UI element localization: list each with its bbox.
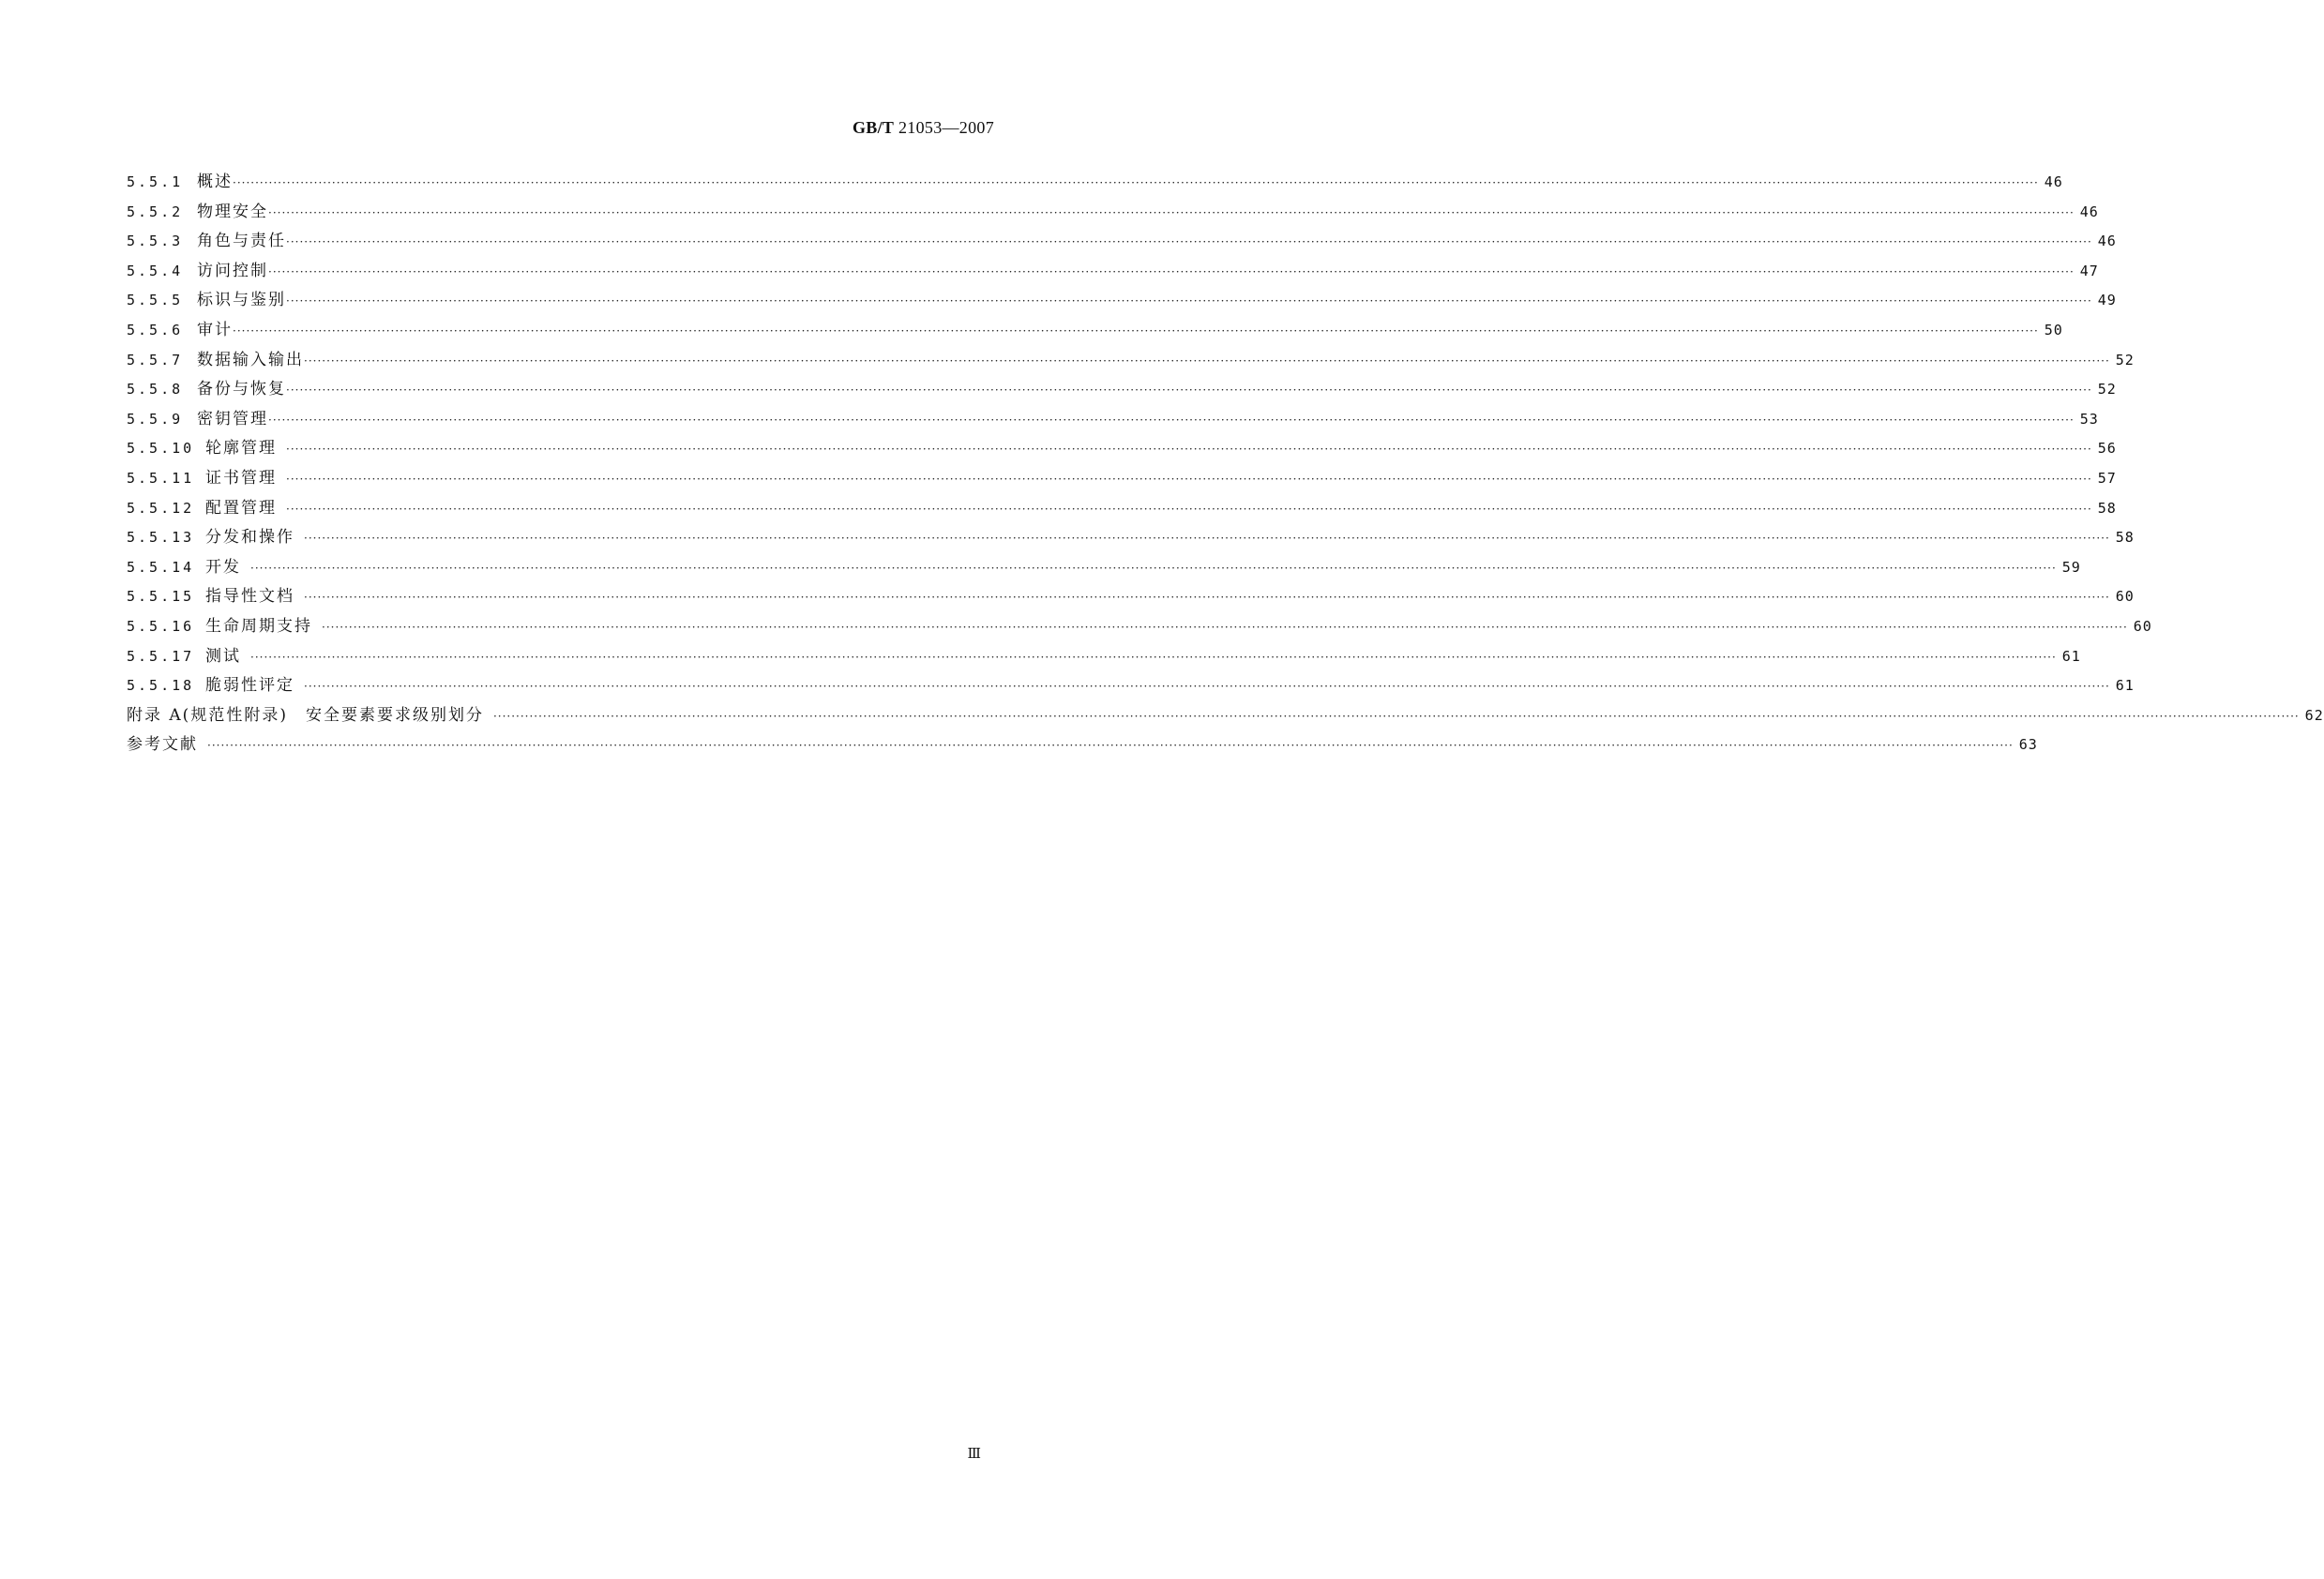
toc-entry-page: 52 <box>2115 351 2135 368</box>
toc-entry[interactable] <box>127 198 2099 228</box>
toc-entry-number: 5.5.9 <box>127 410 184 428</box>
toc-leader-dots: ················································································································································································································································································································································································································ <box>233 176 2039 189</box>
toc-entry-number: 5.5.15 <box>127 588 195 606</box>
toc-leader-dots: ················································································································································································································································································································································································································ <box>286 235 2092 249</box>
toc-entry-page: 58 <box>2115 529 2135 547</box>
toc-entry-title: 测试 <box>205 646 241 666</box>
toc-leader-dots: ················································································································································································································································································································································································································ <box>304 591 2110 605</box>
toc-entry-page: 56 <box>2097 440 2117 458</box>
toc-entry-title: 角色与责任 <box>197 232 286 251</box>
toc-leader-dots: ················································································································································································································································································································································································································ <box>286 502 2092 516</box>
toc-entry[interactable] <box>127 227 2117 257</box>
standard-code <box>853 118 994 138</box>
toc-entry-title: 备份与恢复 <box>197 380 286 399</box>
toc-leader-dots: ················································································································································································································································································································································································································ <box>250 650 2057 664</box>
toc-entry-number: 5.5.13 <box>127 529 195 547</box>
toc-entry-number: 5.5.4 <box>127 262 184 279</box>
toc-entry-page: 50 <box>2044 321 2063 338</box>
toc-entry-title: 标识与鉴别 <box>197 291 286 310</box>
toc-entry-page: 46 <box>2097 233 2117 250</box>
toc-entry-title: 证书管理 <box>205 468 277 488</box>
toc-entry[interactable] <box>127 464 2117 494</box>
toc-entry-number: 5.5.10 <box>127 440 195 458</box>
toc-entry-page: 63 <box>2018 736 2038 754</box>
toc-entry-number: 5.5.16 <box>127 617 195 635</box>
toc-entry[interactable] <box>127 257 2099 287</box>
toc-entry-title: 参考文献 <box>127 735 198 755</box>
toc-entry[interactable] <box>127 701 2324 731</box>
toc-entry[interactable] <box>127 346 2135 376</box>
page-number: Ⅲ <box>967 1447 981 1462</box>
toc-entry-title: 概述 <box>197 173 233 191</box>
toc-entry-number: 5.5.7 <box>127 351 184 368</box>
toc-entry-page: 61 <box>2115 677 2135 695</box>
toc-leader-dots: ················································································································································································································································································································································································································ <box>304 532 2110 546</box>
toc-entry-page: 62 <box>2304 706 2324 724</box>
toc-entry-number: 5.5.2 <box>127 203 184 220</box>
toc-entry[interactable] <box>127 168 2063 198</box>
toc-entry-page: 46 <box>2079 203 2099 220</box>
toc-leader-dots: ················································································································································································································································································································································································································ <box>268 413 2075 427</box>
toc-leader-dots: ················································································································································································································································································································································································································ <box>286 383 2092 398</box>
toc-entry-number: 5.5.18 <box>127 677 195 695</box>
toc-entry[interactable] <box>127 523 2135 553</box>
toc-entry-page: 58 <box>2097 499 2117 517</box>
toc-entry-number: 5.5.5 <box>127 292 184 309</box>
toc-entry-title: 数据输入输出 <box>197 350 304 369</box>
toc-entry-title: 访问控制 <box>197 261 268 280</box>
toc-entry[interactable] <box>127 286 2117 316</box>
toc-leader-dots: ················································································································································································································································································································································································································ <box>492 709 2300 723</box>
toc-entry[interactable] <box>127 642 2081 672</box>
standard-prefix: GB/T <box>852 118 895 137</box>
toc-entry-page: 61 <box>2061 647 2081 665</box>
toc-entry-title: 指导性文档 <box>205 587 294 607</box>
toc-entry-number: 5.5.8 <box>127 381 184 399</box>
toc-leader-dots: ················································································································································································································································································································································································································ <box>233 323 2039 338</box>
toc-entry-page: 60 <box>2115 588 2135 606</box>
toc-entry-title: 附录 A(规范性附录) 安全要素要求级别划分 <box>127 705 484 725</box>
toc-entry-title: 分发和操作 <box>205 528 294 548</box>
toc-entry-title: 配置管理 <box>205 498 277 518</box>
toc-entry-page: 57 <box>2097 469 2117 487</box>
toc-entry[interactable] <box>127 316 2063 346</box>
toc-entry-title: 物理安全 <box>197 202 268 221</box>
toc-leader-dots: ················································································································································································································································································································································································································ <box>268 264 2075 278</box>
toc-entry-number: 5.5.6 <box>127 321 184 338</box>
toc-entry-page: 46 <box>2044 173 2063 190</box>
toc-entry[interactable] <box>127 582 2135 612</box>
toc-entry-title: 开发 <box>205 557 241 577</box>
toc-leader-dots: ················································································································································································································································································································································································································ <box>207 739 2014 753</box>
toc-entry-page: 53 <box>2079 410 2099 428</box>
toc-entry[interactable] <box>127 730 2038 760</box>
toc-entry[interactable] <box>127 434 2117 464</box>
toc-entry-page: 47 <box>2079 262 2099 279</box>
toc-entry-page: 52 <box>2097 381 2117 399</box>
toc-entry[interactable] <box>127 375 2117 405</box>
table-of-contents <box>127 168 2324 760</box>
toc-entry[interactable] <box>127 671 2135 701</box>
toc-leader-dots: ················································································································································································································································································································································································································ <box>286 443 2092 457</box>
toc-entry-title: 审计 <box>197 320 233 339</box>
toc-entry-number: 5.5.3 <box>127 233 184 250</box>
toc-entry[interactable] <box>127 612 2152 642</box>
toc-entry-page: 60 <box>2133 617 2152 635</box>
toc-entry-number: 5.5.12 <box>127 499 195 517</box>
toc-entry-page: 49 <box>2097 292 2117 309</box>
toc-entry[interactable] <box>127 494 2117 524</box>
toc-entry-number: 5.5.11 <box>127 469 195 487</box>
toc-entry[interactable] <box>127 405 2099 435</box>
toc-leader-dots: ················································································································································································································································································································································································································ <box>250 561 2057 575</box>
toc-leader-dots: ················································································································································································································································································································································································································ <box>286 294 2092 308</box>
toc-leader-dots: ················································································································································································································································································································································································································ <box>304 353 2110 368</box>
toc-entry-title: 轮廓管理 <box>205 439 277 459</box>
standard-number: 21053—2007 <box>898 118 994 137</box>
toc-entry-title: 脆弱性评定 <box>205 676 294 696</box>
toc-entry-page: 59 <box>2061 558 2081 576</box>
toc-entry[interactable] <box>127 553 2081 583</box>
toc-entry-number: 5.5.17 <box>127 647 195 665</box>
toc-entry-number: 5.5.1 <box>127 173 184 190</box>
toc-entry-number: 5.5.14 <box>127 558 195 576</box>
toc-leader-dots: ················································································································································································································································································································································································································ <box>286 472 2092 486</box>
toc-entry-title: 密钥管理 <box>197 409 268 429</box>
toc-leader-dots: ················································································································································································································································································································································································································ <box>304 680 2110 694</box>
toc-leader-dots: ················································································································································································································································································································································································································ <box>268 205 2075 219</box>
toc-entry-title: 生命周期支持 <box>205 616 312 636</box>
toc-leader-dots: ················································································································································································································································································································································································································ <box>322 620 2128 634</box>
